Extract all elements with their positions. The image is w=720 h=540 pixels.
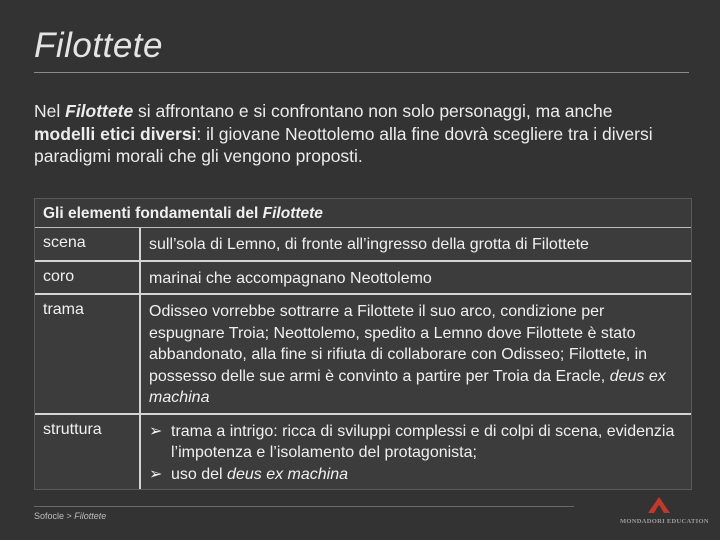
table-row	[35, 260, 691, 294]
row-key-struttura: struttura	[35, 415, 141, 490]
table-row	[35, 413, 691, 490]
row-key-scena: scena	[35, 228, 141, 260]
footer-divider	[34, 506, 574, 507]
bullet-text-italic: deus ex machina	[227, 465, 349, 483]
bullet-text	[171, 464, 348, 486]
page-title: Filottete	[34, 26, 163, 65]
row-value-struttura	[141, 415, 691, 490]
list-item	[149, 421, 683, 464]
breadcrumb-author: Sofocle >	[34, 511, 75, 521]
elements-table	[34, 198, 692, 490]
mondadori-logo-icon	[648, 497, 670, 513]
row-key-trama: trama	[35, 295, 141, 413]
intro-text-1: Nel	[34, 101, 66, 121]
bullet-text	[171, 421, 683, 464]
intro-work-title: Filottete	[65, 101, 134, 121]
breadcrumb	[34, 511, 106, 521]
row-value-scena: sull’sola di Lemno, di fronte all’ingresso della grotta di Filottete	[141, 228, 691, 260]
bullet-text-plain: trama a intrigo: ricca di sviluppi complessi e di colpi di scena, evidenzia l’impotenza e l’isolamento del protagonista;	[171, 422, 675, 461]
row-value-trama	[141, 295, 691, 413]
logo-text: MONDADORI EDUCATION	[620, 518, 709, 525]
intro-text-2: si affrontano e si confrontano non solo personaggi, ma anche	[133, 101, 613, 121]
list-item	[149, 464, 683, 486]
trama-italic: deus ex machina	[149, 367, 666, 406]
title-divider	[34, 72, 689, 73]
intro-emphasis: modelli etici diversi	[34, 123, 197, 144]
table-header	[35, 199, 691, 228]
publisher-logo	[620, 497, 709, 525]
table-header-text: Gli elementi fondamentali del	[43, 205, 263, 222]
row-key-coro: coro	[35, 262, 141, 294]
intro-text-3: : il giovane Neottolemo alla fine dovrà scegliere tra i diversi paradigmi morali che gli vengono proposti.	[34, 123, 653, 166]
arrow-bullet-icon: ➢	[149, 465, 163, 483]
arrow-bullet-icon: ➢	[149, 422, 163, 440]
row-value-coro: marinai che accompagnano Neottolemo	[141, 262, 691, 294]
intro-paragraph	[34, 100, 674, 168]
table-row	[35, 293, 691, 413]
breadcrumb-work: Filottete	[74, 511, 107, 521]
bullet-text-plain: uso del	[171, 465, 228, 483]
trama-text: Odisseo vorrebbe sottrarre a Filottete il suo arco, condizione per espugnare Troia; Neottolemo, spedito a Lemno dove Filottete è stato abbandonato, alla fine si rifiuta di collaborare con Odisseo; Filottete, in possesso delle sue armi è convinto a partire per Troia da Eracle,	[149, 303, 648, 385]
table-header-italic: Filottete	[262, 205, 323, 222]
table-row	[35, 228, 691, 260]
